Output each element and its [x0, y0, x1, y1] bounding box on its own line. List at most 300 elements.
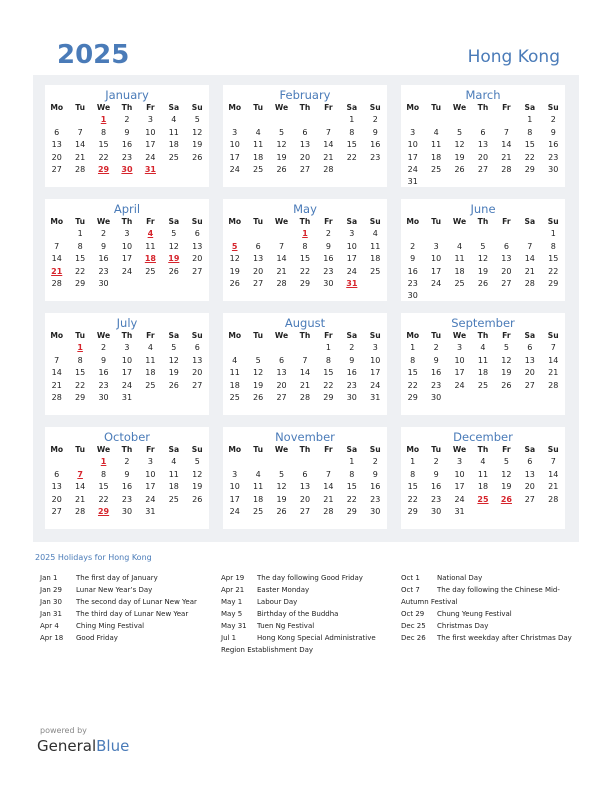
day-cell: 7 [279, 241, 285, 251]
day-cell: 6 [54, 469, 60, 479]
day-cell: 20 [501, 266, 512, 276]
day-cell: 17 [370, 368, 381, 378]
day-cell: 16 [121, 140, 133, 150]
day-cell: 6 [480, 127, 486, 137]
day-cell: 23 [323, 266, 334, 276]
holiday-date: Jan 30 [40, 598, 62, 606]
day-cell: 17 [121, 368, 133, 378]
weekday-label: Sa [168, 445, 180, 454]
day-cell: 21 [323, 152, 334, 162]
day-cell: 4 [147, 343, 153, 353]
day-cell: 25 [145, 380, 156, 390]
day-cell: 18 [370, 254, 381, 264]
weekday-label: Su [547, 445, 559, 454]
holiday-item [401, 584, 581, 608]
day-cell [317, 114, 340, 126]
day-cell: 16 [98, 368, 109, 378]
day-cell: 20 [299, 494, 311, 504]
day-cell: 17 [229, 152, 240, 162]
weekday-label: Tu [431, 331, 442, 340]
day-cell [401, 228, 424, 240]
day-cell: 27 [299, 164, 311, 174]
day-cell: 29 [407, 392, 418, 402]
day-cell: 18 [253, 494, 264, 504]
holiday-date: Apr 19 [221, 574, 245, 582]
holiday-name: Chung Yeung Festival [437, 610, 512, 618]
day-cell: 15 [548, 254, 559, 264]
day-cell: 25 [431, 164, 442, 174]
day-cell: 16 [370, 140, 381, 150]
day-cell: 27 [524, 380, 535, 390]
weekday-label: Tu [253, 103, 264, 112]
day-cell: 30 [407, 291, 418, 301]
day-cell: 2 [372, 115, 378, 125]
day-cell [45, 342, 68, 354]
day-cell: 5 [503, 457, 509, 467]
day-cell: 13 [501, 254, 512, 264]
day-cell: 15 [346, 482, 357, 492]
month-name: December [453, 430, 513, 444]
week-row [401, 456, 565, 468]
day-cell: 20 [192, 368, 203, 378]
day-cell [471, 506, 494, 518]
weekday-label: We [274, 103, 289, 112]
day-cell: 13 [276, 368, 287, 378]
weekday-label: Sa [524, 103, 536, 112]
day-cell: 29 [346, 506, 357, 516]
day-cell [162, 278, 185, 290]
year-title: 2025 [57, 40, 130, 70]
weekday-header [401, 216, 565, 228]
day-cell: 6 [255, 241, 261, 251]
day-cell: 2 [433, 457, 439, 467]
holiday-item [221, 596, 401, 608]
week-row [45, 342, 209, 354]
week-row [401, 228, 565, 240]
day-cell: 14 [75, 482, 86, 492]
day-cell: 26 [276, 506, 287, 516]
weekday-label: Fr [146, 445, 155, 454]
day-cell: 11 [253, 482, 264, 492]
day-cell: 14 [51, 368, 62, 378]
week-row [223, 456, 387, 468]
day-cell: 10 [454, 469, 465, 479]
day-cell: 17 [145, 482, 156, 492]
day-cell [340, 164, 363, 176]
holiday-date: Apr 21 [221, 586, 245, 594]
weekday-label: Tu [431, 217, 442, 226]
month-december [401, 427, 565, 529]
holiday-name: The day following the Chinese Mid-Autumn Festival [401, 586, 560, 606]
weekday-header [45, 216, 209, 228]
day-cell: 29 [548, 278, 559, 288]
holiday-column-1 [40, 572, 220, 644]
day-cell: 6 [302, 127, 308, 137]
week-row [45, 481, 209, 493]
week-row [401, 241, 565, 253]
day-cell: 17 [229, 494, 240, 504]
weekday-label: We [274, 445, 289, 454]
weekday-label: Mo [228, 331, 242, 340]
weekday-header [223, 102, 387, 114]
day-cell: 26 [477, 278, 489, 288]
brand-part-general: General [37, 737, 97, 755]
weekday-label: Tu [253, 331, 264, 340]
day-cell: 20 [524, 368, 535, 378]
month-name: November [275, 430, 335, 444]
holiday-day-cell: 1 [77, 343, 83, 353]
day-cell [495, 506, 518, 518]
day-cell: 13 [524, 469, 535, 479]
weekday-label: Fr [502, 331, 511, 340]
week-row [45, 228, 209, 240]
day-cell [139, 392, 162, 404]
day-cell: 27 [51, 164, 62, 174]
holiday-item [40, 620, 220, 632]
day-cell: 21 [501, 152, 512, 162]
day-cell: 4 [480, 343, 486, 353]
day-cell: 23 [98, 380, 109, 390]
day-cell: 25 [477, 380, 489, 390]
day-cell: 10 [431, 254, 442, 264]
day-cell: 22 [299, 266, 311, 276]
day-cell: 22 [98, 152, 109, 162]
day-cell [186, 164, 209, 176]
holiday-column-3 [401, 572, 581, 644]
day-cell: 15 [323, 368, 334, 378]
weekday-label: Sa [168, 331, 180, 340]
weekday-label: Mo [406, 445, 420, 454]
holiday-name: Lunar New Year’s Day [76, 586, 153, 594]
day-cell: 18 [477, 482, 489, 492]
weekday-label: We [452, 331, 467, 340]
day-cell: 5 [171, 343, 177, 353]
day-cell: 13 [299, 140, 311, 150]
day-cell [270, 228, 293, 240]
day-cell: 4 [433, 127, 439, 137]
holiday-name: National Day [437, 574, 483, 582]
day-cell: 9 [124, 127, 130, 137]
week-row [45, 152, 209, 164]
day-cell: 23 [431, 380, 442, 390]
holiday-day-cell: 29 [97, 164, 110, 174]
day-cell: 23 [548, 152, 559, 162]
day-cell: 17 [454, 482, 465, 492]
day-cell: 16 [121, 482, 133, 492]
day-cell: 2 [124, 457, 130, 467]
day-cell: 30 [98, 392, 109, 402]
day-cell: 16 [407, 266, 418, 276]
day-cell: 20 [51, 494, 62, 504]
weekday-label: Mo [228, 103, 242, 112]
weekday-label: Su [547, 331, 559, 340]
day-cell: 21 [548, 482, 559, 492]
holiday-name: Birthday of the Buddha [257, 610, 339, 618]
week-row [223, 127, 387, 139]
day-cell [115, 278, 138, 290]
day-cell: 11 [145, 355, 156, 365]
day-cell: 8 [410, 355, 416, 365]
day-cell: 6 [194, 229, 200, 239]
weekday-label: Mo [406, 217, 420, 226]
day-cell: 8 [77, 241, 83, 251]
day-cell [401, 114, 424, 126]
day-cell [246, 114, 269, 126]
day-cell: 22 [75, 266, 86, 276]
day-cell: 10 [346, 241, 357, 251]
day-cell: 15 [75, 368, 86, 378]
week-row [45, 139, 209, 151]
weekday-header [45, 102, 209, 114]
day-cell: 1 [349, 457, 355, 467]
holiday-name: Christmas Day [437, 622, 489, 630]
day-cell [223, 114, 246, 126]
weekday-label: Su [369, 331, 381, 340]
day-cell: 11 [168, 127, 179, 137]
day-cell: 17 [121, 254, 133, 264]
day-cell: 4 [255, 127, 261, 137]
week-row [223, 152, 387, 164]
day-cell [293, 456, 316, 468]
day-cell: 1 [77, 229, 83, 239]
day-cell: 20 [253, 266, 264, 276]
day-cell: 5 [194, 115, 200, 125]
day-cell: 24 [145, 494, 156, 504]
day-cell: 31 [454, 506, 465, 516]
day-cell: 28 [323, 164, 334, 174]
day-cell [495, 114, 518, 126]
day-cell: 3 [147, 115, 153, 125]
day-cell: 14 [524, 254, 535, 264]
weekday-header [223, 444, 387, 456]
calendar-grid [33, 75, 579, 542]
day-cell: 15 [98, 482, 109, 492]
day-cell: 4 [372, 229, 378, 239]
day-cell: 27 [299, 506, 311, 516]
weekday-label: Su [369, 445, 381, 454]
day-cell: 20 [477, 152, 489, 162]
day-cell: 27 [501, 278, 512, 288]
day-cell: 7 [503, 127, 509, 137]
day-cell: 8 [302, 241, 308, 251]
weekday-label: Fr [324, 217, 333, 226]
day-cell: 24 [407, 164, 418, 174]
weekday-label: We [96, 103, 111, 112]
weekday-label: Sa [524, 217, 536, 226]
holiday-day-cell: 31 [346, 278, 358, 288]
day-cell [471, 290, 494, 302]
brand-logo [37, 737, 129, 755]
day-cell: 12 [168, 355, 179, 365]
day-cell: 2 [433, 343, 439, 353]
weekday-label: Su [191, 217, 203, 226]
day-cell [186, 506, 209, 518]
weekday-label: Su [191, 331, 203, 340]
day-cell: 14 [51, 254, 62, 264]
day-cell: 12 [253, 368, 264, 378]
day-cell: 28 [501, 164, 512, 174]
day-cell: 28 [276, 278, 287, 288]
week-row [401, 355, 565, 367]
day-cell: 5 [457, 127, 463, 137]
holiday-day-cell: 25 [477, 494, 489, 504]
day-cell: 18 [431, 152, 442, 162]
day-cell: 7 [54, 355, 60, 365]
day-cell: 15 [524, 140, 535, 150]
holiday-day-cell: 19 [168, 254, 180, 264]
holiday-day-cell: 5 [231, 241, 238, 251]
day-cell: 18 [229, 380, 240, 390]
holiday-date: May 31 [221, 622, 247, 630]
day-cell [270, 342, 293, 354]
day-cell: 30 [346, 392, 357, 402]
day-cell: 24 [431, 278, 442, 288]
month-name: October [103, 430, 151, 444]
day-cell: 12 [168, 241, 179, 251]
day-cell [45, 114, 68, 126]
day-cell [317, 456, 340, 468]
weekday-label: Fr [146, 331, 155, 340]
day-cell: 25 [253, 506, 264, 516]
day-cell: 14 [299, 368, 311, 378]
weekday-label: Fr [502, 103, 511, 112]
month-name: July [116, 316, 138, 330]
day-cell: 10 [229, 482, 240, 492]
day-cell: 20 [192, 254, 203, 264]
day-cell: 10 [229, 140, 240, 150]
weekday-label: Fr [502, 217, 511, 226]
day-cell: 24 [229, 164, 240, 174]
day-cell: 15 [75, 254, 86, 264]
weekday-header [401, 102, 565, 114]
holiday-item [401, 620, 581, 632]
holiday-item [401, 608, 581, 620]
day-cell [162, 392, 185, 404]
day-cell [364, 164, 387, 176]
day-cell: 9 [410, 254, 416, 264]
day-cell: 11 [477, 469, 489, 479]
day-cell: 14 [548, 469, 559, 479]
holiday-day-cell: 29 [97, 506, 110, 516]
day-cell [186, 278, 209, 290]
holiday-name: The day following Good Friday [257, 574, 363, 582]
day-cell: 13 [51, 140, 62, 150]
holiday-day-cell: 26 [500, 494, 512, 504]
day-cell: 11 [253, 140, 264, 150]
day-cell: 28 [299, 392, 311, 402]
day-cell: 28 [51, 278, 62, 288]
holiday-date: Jan 31 [40, 610, 62, 618]
week-row [223, 392, 387, 404]
day-cell [495, 228, 518, 240]
day-cell: 12 [192, 469, 203, 479]
day-cell: 30 [431, 506, 442, 516]
day-cell: 28 [524, 278, 535, 288]
day-cell: 4 [255, 469, 261, 479]
week-row [401, 342, 565, 354]
holiday-name: The first weekday after Christmas Day [437, 634, 572, 642]
holiday-date: Oct 7 [401, 586, 420, 594]
weekday-label: Su [191, 103, 203, 112]
day-cell: 8 [550, 241, 556, 251]
weekday-label: Su [547, 217, 559, 226]
day-cell: 7 [527, 241, 533, 251]
holiday-date: Jan 1 [40, 574, 58, 582]
day-cell [162, 506, 185, 518]
week-row [223, 266, 387, 278]
weekday-label: Sa [346, 331, 358, 340]
day-cell: 7 [325, 127, 331, 137]
day-cell: 11 [454, 254, 465, 264]
day-cell: 23 [121, 152, 133, 162]
day-cell: 22 [548, 266, 559, 276]
day-cell: 16 [98, 254, 109, 264]
day-cell: 2 [372, 457, 378, 467]
weekday-label: We [452, 445, 467, 454]
day-cell: 12 [454, 140, 465, 150]
week-row [223, 481, 387, 493]
day-cell [471, 114, 494, 126]
holiday-day-cell: 1 [302, 229, 308, 239]
day-cell [139, 278, 162, 290]
day-cell: 15 [299, 254, 311, 264]
week-row [223, 342, 387, 354]
day-cell: 2 [410, 241, 416, 251]
day-cell [518, 392, 541, 404]
day-cell: 6 [527, 343, 533, 353]
day-cell: 21 [323, 494, 334, 504]
day-cell: 2 [325, 229, 331, 239]
month-january [45, 85, 209, 187]
day-cell: 8 [325, 355, 331, 365]
day-cell [424, 290, 447, 302]
month-july [45, 313, 209, 415]
weekday-label: Mo [50, 445, 64, 454]
day-cell: 1 [527, 115, 533, 125]
day-cell: 20 [276, 380, 287, 390]
day-cell: 2 [101, 343, 107, 353]
weekday-label: Mo [50, 103, 64, 112]
month-name: March [465, 88, 501, 102]
week-row [401, 176, 565, 188]
day-cell: 3 [410, 127, 416, 137]
week-row [45, 253, 209, 265]
day-cell: 16 [323, 254, 334, 264]
weekday-label: Mo [406, 103, 420, 112]
day-cell: 30 [548, 164, 559, 174]
holiday-name: Easter Monday [257, 586, 310, 594]
day-cell: 11 [145, 241, 156, 251]
day-cell: 19 [192, 482, 203, 492]
day-cell: 12 [501, 469, 512, 479]
week-row [45, 494, 209, 506]
day-cell: 1 [349, 115, 355, 125]
day-cell [223, 342, 246, 354]
day-cell: 3 [433, 241, 439, 251]
day-cell: 24 [454, 380, 465, 390]
holidays-title: 2025 Holidays for Hong Kong [35, 553, 152, 562]
holiday-day-cell: 7 [77, 469, 83, 479]
day-cell: 29 [75, 278, 86, 288]
month-august [223, 313, 387, 415]
day-cell: 21 [75, 494, 86, 504]
day-cell: 3 [372, 343, 378, 353]
day-cell: 31 [407, 177, 418, 187]
weekday-header [45, 330, 209, 342]
day-cell: 14 [323, 482, 334, 492]
day-cell [542, 392, 565, 404]
day-cell: 20 [524, 482, 535, 492]
